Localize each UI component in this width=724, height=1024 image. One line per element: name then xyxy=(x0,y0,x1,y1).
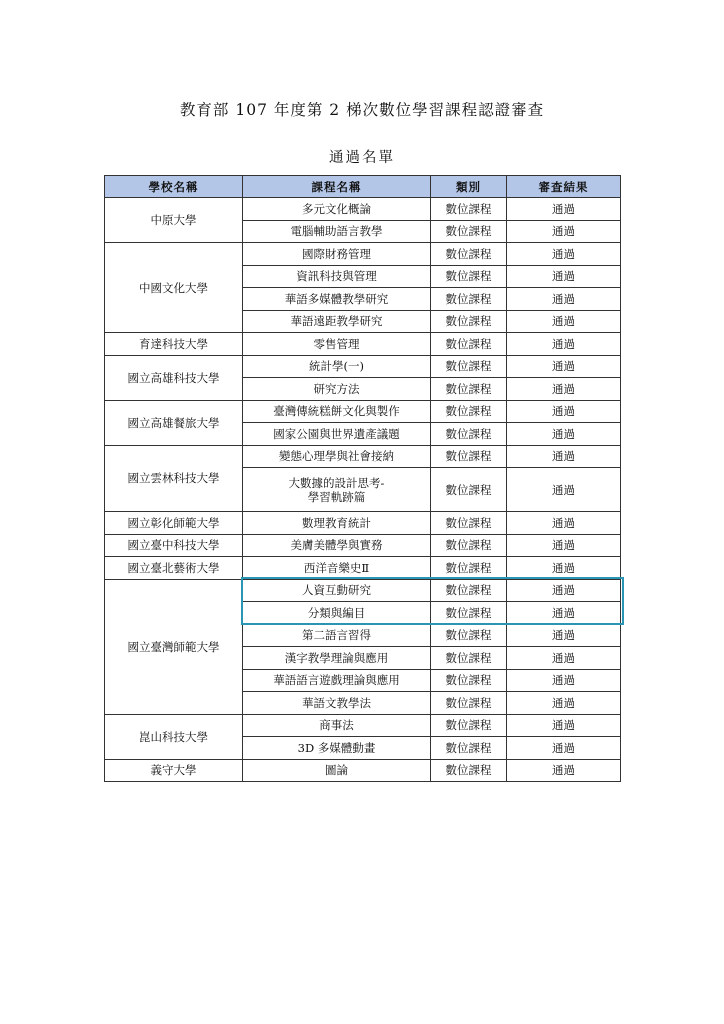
result-cell: 通過 xyxy=(507,534,621,557)
type-cell: 數位課程 xyxy=(431,579,507,602)
table-row xyxy=(105,714,621,737)
result-cell: 通過 xyxy=(507,333,621,356)
result-cell: 通過 xyxy=(507,220,621,243)
table-row xyxy=(105,759,621,782)
table-row xyxy=(105,243,621,266)
course-cell: 漢字教學理論與應用 xyxy=(243,647,431,670)
course-cell: 分類與編目 xyxy=(243,602,431,625)
type-cell: 數位課程 xyxy=(431,288,507,311)
result-cell: 通過 xyxy=(507,400,621,423)
course-cell: 3D 多媒體動畫 xyxy=(243,737,431,760)
course-cell: 人資互動研究 xyxy=(243,579,431,602)
type-cell: 數位課程 xyxy=(431,714,507,737)
course-cell: 圖論 xyxy=(243,759,431,782)
table-row xyxy=(105,355,621,378)
type-cell: 數位課程 xyxy=(431,400,507,423)
result-cell: 通過 xyxy=(507,557,621,580)
result-cell: 通過 xyxy=(507,512,621,535)
header-school: 學校名稱 xyxy=(105,176,243,198)
result-cell: 通過 xyxy=(507,714,621,737)
school-cell: 中原大學 xyxy=(105,198,243,243)
school-cell: 義守大學 xyxy=(105,759,243,782)
school-cell: 國立臺灣師範大學 xyxy=(105,579,243,714)
school-cell: 崑山科技大學 xyxy=(105,714,243,759)
course-cell: 華語遠距教學研究 xyxy=(243,310,431,333)
type-cell: 數位課程 xyxy=(431,692,507,715)
course-cell: 第二語言習得 xyxy=(243,624,431,647)
course-cell: 西洋音樂史Ⅱ xyxy=(243,557,431,580)
school-cell: 國立高雄科技大學 xyxy=(105,355,243,400)
school-cell: 育達科技大學 xyxy=(105,333,243,356)
document-title: 教育部 107 年度第 2 梯次數位學習課程認證審查 xyxy=(179,101,545,119)
course-cell xyxy=(243,468,431,512)
type-cell: 數位課程 xyxy=(431,243,507,266)
header-result: 審查結果 xyxy=(507,176,621,198)
result-cell: 通過 xyxy=(507,647,621,670)
result-cell: 通過 xyxy=(507,310,621,333)
type-cell: 數位課程 xyxy=(431,468,507,512)
table-row xyxy=(105,512,621,535)
type-cell: 數位課程 xyxy=(431,220,507,243)
result-cell: 通過 xyxy=(507,445,621,468)
result-cell: 通過 xyxy=(507,579,621,602)
type-cell: 數位課程 xyxy=(431,534,507,557)
result-cell: 通過 xyxy=(507,265,621,288)
school-cell: 國立臺中科技大學 xyxy=(105,534,243,557)
result-cell: 通過 xyxy=(507,624,621,647)
course-cell: 資訊科技與管理 xyxy=(243,265,431,288)
course-cell: 國際財務管理 xyxy=(243,243,431,266)
table-row xyxy=(105,534,621,557)
table-row xyxy=(105,557,621,580)
table-row xyxy=(105,445,621,468)
course-cell: 多元文化概論 xyxy=(243,198,431,221)
type-cell: 數位課程 xyxy=(431,198,507,221)
course-name-line-1: 大數據的設計思考- xyxy=(288,475,385,490)
approved-course-table xyxy=(104,175,621,782)
course-cell: 變態心理學與社會接納 xyxy=(243,445,431,468)
type-cell: 數位課程 xyxy=(431,378,507,401)
course-cell: 華語文教學法 xyxy=(243,692,431,715)
course-cell: 華語語言遊戲理論與應用 xyxy=(243,669,431,692)
result-cell: 通過 xyxy=(507,602,621,625)
result-cell: 通過 xyxy=(507,378,621,401)
table-row xyxy=(105,198,621,221)
result-cell: 通過 xyxy=(507,243,621,266)
table-row xyxy=(105,579,621,602)
type-cell: 數位課程 xyxy=(431,669,507,692)
type-cell: 數位課程 xyxy=(431,355,507,378)
result-cell: 通過 xyxy=(507,288,621,311)
course-cell: 研究方法 xyxy=(243,378,431,401)
type-cell: 數位課程 xyxy=(431,647,507,670)
type-cell: 數位課程 xyxy=(431,759,507,782)
result-cell: 通過 xyxy=(507,423,621,446)
table-body xyxy=(105,198,621,782)
table-row xyxy=(105,400,621,423)
type-cell: 數位課程 xyxy=(431,512,507,535)
type-cell: 數位課程 xyxy=(431,265,507,288)
course-cell: 零售管理 xyxy=(243,333,431,356)
school-cell: 國立高雄餐旅大學 xyxy=(105,400,243,445)
course-cell: 美膚美體學與實務 xyxy=(243,534,431,557)
course-cell: 華語多媒體教學研究 xyxy=(243,288,431,311)
result-cell: 通過 xyxy=(507,468,621,512)
result-cell: 通過 xyxy=(507,198,621,221)
type-cell: 數位課程 xyxy=(431,423,507,446)
type-cell: 數位課程 xyxy=(431,624,507,647)
type-cell: 數位課程 xyxy=(431,602,507,625)
result-cell: 通過 xyxy=(507,355,621,378)
type-cell: 數位課程 xyxy=(431,557,507,580)
header-type: 類別 xyxy=(431,176,507,198)
school-cell: 國立彰化師範大學 xyxy=(105,512,243,535)
result-cell: 通過 xyxy=(507,669,621,692)
document-subtitle: 通過名單 xyxy=(329,150,395,166)
course-cell: 商事法 xyxy=(243,714,431,737)
course-cell: 國家公園與世界遺產議題 xyxy=(243,423,431,446)
course-name-line-2: 學習軌跡篇 xyxy=(307,489,366,504)
course-cell: 統計學(一) xyxy=(243,355,431,378)
school-cell: 國立雲林科技大學 xyxy=(105,445,243,512)
course-cell: 電腦輔助語言教學 xyxy=(243,220,431,243)
table-header-row xyxy=(105,176,621,198)
school-cell: 中國文化大學 xyxy=(105,243,243,333)
type-cell: 數位課程 xyxy=(431,445,507,468)
table-row xyxy=(105,333,621,356)
type-cell: 數位課程 xyxy=(431,737,507,760)
type-cell: 數位課程 xyxy=(431,310,507,333)
header-course: 課程名稱 xyxy=(243,176,431,198)
result-cell: 通過 xyxy=(507,737,621,760)
school-cell: 國立臺北藝術大學 xyxy=(105,557,243,580)
type-cell: 數位課程 xyxy=(431,333,507,356)
result-cell: 通過 xyxy=(507,692,621,715)
course-cell: 臺灣傳統糕餅文化與製作 xyxy=(243,400,431,423)
result-cell: 通過 xyxy=(507,759,621,782)
course-cell: 數理教育統計 xyxy=(243,512,431,535)
